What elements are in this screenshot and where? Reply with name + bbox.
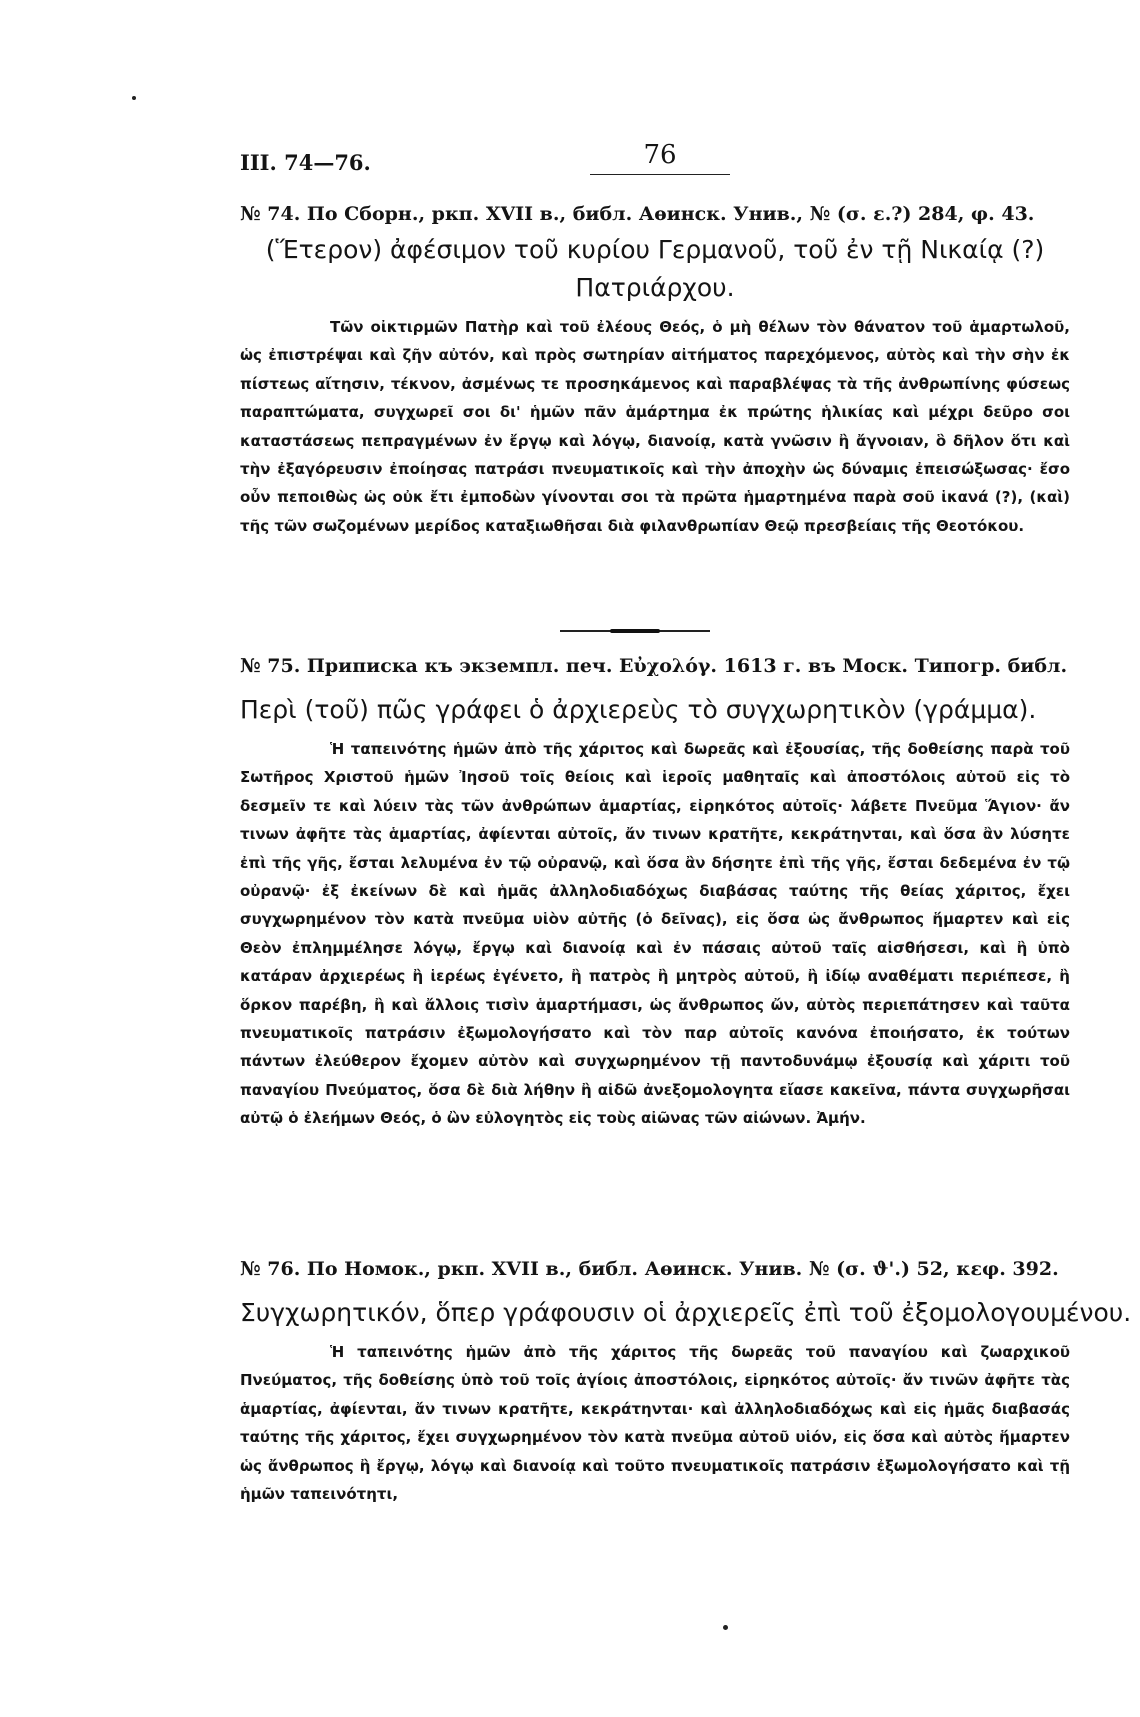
section-74-title-line1: (Ἕτερον) ἀφέσιμον τοῦ κυρίου Γερμανοῦ, τοῦ ἐν τῇ Νικαίᾳ (?) bbox=[265, 235, 1045, 264]
section-75-title: Περὶ (τοῦ) πῶς γράφει ὁ ἀρχιερεὺς τὸ συγχωρητικὸν (γράμμα). bbox=[240, 695, 1037, 724]
page-number: 76 bbox=[590, 140, 730, 175]
divider-ornament bbox=[610, 629, 660, 633]
section-76-source: № 76. По Номок., ркп. XVII в., библ. Аѳинск. Унив. № (σ. ϑ'.) 52, κεφ. 392. bbox=[240, 1258, 1059, 1280]
section-75-source: № 75. Приписка къ экземпл. печ. Εὐχολόγ. 1613 г. въ Моск. Типогр. библ. bbox=[240, 655, 1068, 677]
section-74-title-line2: Πατριάρχου. bbox=[575, 273, 735, 302]
section-74-body: Τῶν οἰκτιρμῶν Πατὴρ καὶ τοῦ ἐλέους Θεός, ὁ μὴ θέλων τὸν θάνατον τοῦ ἁμαρτωλοῦ, ὡς ἐπιστρέψαι καὶ ζῆν αὐτόν, καὶ πρὸς σωτηρίαν αἰτήματος παρεχόμενος, αὐτὸς καὶ τὴν σὴν ἐκ πίστεως αἴτησιν, τέκνον, ἀσμένως τε προσηκάμενος καὶ παραβλέψας τὰ τῆς ἀνθρωπίνης φύσεως παραπτώματα, συγχωρεῖ σοι δι' ἡμῶν πᾶν ἁμάρτημα ἐκ πρώτης ἡλικίας καὶ μέχρι δεῦρο σοι καταστάσεως πεπραγμένων ἐν ἔργῳ καὶ λόγῳ, διανοίᾳ, κατὰ γνῶσιν ἢ ἄγνοιαν, ὃ δῆλον ὅτι καὶ τὴν ἐξαγόρευσιν ἐποίησας πατράσι πνευματικοῖς καὶ τὴν ἀποχὴν ὡς δύναμις ἐπεισώξωσας· ἔσο οὖν πεποιθὼς ὡς οὐκ ἔτι ἐμποδὼν γίνονται σοι τὰ πρῶτα ἡμαρτημένα παρὰ σοῦ ἱκανά (?), (καὶ) τῆς τῶν σωζομένων μερίδος καταξιωθῆσαι διὰ φιλανθρωπίαν Θεῷ πρεσβείαις τῆς Θεοτόκου. bbox=[240, 318, 1070, 535]
section-76-body: Ἡ ταπεινότης ἡμῶν ἀπὸ τῆς χάριτος τῆς δωρεᾶς τοῦ παναγίου καὶ ζωαρχικοῦ Πνεύματος, τῆς δοθείσης ὑπὸ τοῦ τοῖς ἁγίοις ἀποστόλοις, εἰρηκότος αὐτοῖς· ἄν τινῶν ἀφῆτε τὰς ἁμαρτίας, ἀφίενται, ἄν τινων κρατῆτε, κεκράτηνται· καὶ ἀλληλοδιαδόχως καὶ εἰς ἡμᾶς διαβασάς ταύτης τῆς χάριτος, ἔχει συγχωρημένον τὸν κατὰ πνεῦμα αὐτοῦ υἱόν, εἰς ὅσα καὶ αὐτὸς ἥμαρτεν ὡς ἄνθρωπος ἢ ἔργῳ, λόγῳ καὶ διανοίᾳ καὶ τοῦτο πνευματικοῖς πατράσιν ἐξωμολογήσατο καὶ τῇ ἡμῶν ταπεινότητι, bbox=[240, 1343, 1070, 1504]
running-head: III. 74—76. bbox=[240, 150, 371, 175]
section-divider bbox=[560, 630, 710, 632]
section-76-title: Συγχωρητικόν, ὅπερ γράφουσιν οἱ ἀρχιερεῖς ἐπὶ τοῦ ἐξομολογουμένου. bbox=[240, 1298, 1132, 1327]
section-76 bbox=[240, 1258, 1132, 1508]
section-75 bbox=[240, 655, 1070, 1133]
stray-ink-dot-top bbox=[132, 96, 136, 100]
section-75-body: Ἡ ταπεινότης ἡμῶν ἀπὸ τῆς χάριτος καὶ δωρεᾶς καὶ ἐξουσίας, τῆς δοθείσης παρὰ τοῦ Σωτῆρος Χριστοῦ ἡμῶν Ἰησοῦ τοῖς θείοις καὶ ἱεροῖς μαθηταῖς καὶ ἀποστόλοις αὐτοῦ εἰς τὸ δεσμεῖν τε καὶ λύειν τὰς τῶν ἀνθρώπων ἁμαρτίας, εἰρηκότος αὐτοῖς· λάβετε Πνεῦμα Ἅγιον· ἄν τινων ἀφῆτε τὰς ἁμαρτίας, ἀφίενται αὐτοῖς, ἄν τινων κρατῆτε, κεκράτηνται, καὶ ὅσα ἂν λύσητε ἐπὶ τῆς γῆς, ἔσται λελυμένα ἐν τῷ οὐρανῷ, καὶ ὅσα ἂν δήσητε ἐπὶ τῆς γῆς, ἔσται δεδεμένα ἐν τῷ οὐρανῷ· ἐξ ἐκείνων δὲ καὶ ἡμᾶς ἀλληλοδιαδόχως διαβάσας ταύτης τῆς θείας χάριτος, ἔχει συγχωρημένον τὸν κατὰ πνεῦμα υἱὸν αὐτῆς (ὁ δεῖνας), εἰς ὅσα ὡς ἄνθρωπος ἥμαρτεν καὶ εἰς Θεὸν ἐπλημμέλησε λόγῳ, ἔργῳ καὶ διανοίᾳ καὶ ἐν πάσαις αὐτοῦ ταῖς αἰσθήσεσι, καὶ ἢ ὑπὸ κατάραν ἀρχιερέως ἢ ἱερέως ἐγένετο, ἢ πατρὸς ἢ μητρὸς αὐτοῦ, ἢ ἰδίῳ αναθέματι περιέπεσε, ἢ ὅρκον παρέβη, ἢ καὶ ἄλλοις τισὶν ἁμαρτήμασι, ὡς ἄνθρωπος ὤν, αὐτὸς περιεπάτησεν καὶ ταῦτα πνευματικοῖς πατράσιν ἐξωμολογήσατο καὶ τὸν παρ αὐτοῖς κανόνα ἐποιήσατο, ἐκ τούτων πάντων ἐλεύθερον ἔχομεν αὐτὸν καὶ συγχωρημένον τῇ παντοδυνάμῳ ἐξουσίᾳ καὶ χάριτι τοῦ παναγίου Πνεύματος, ὅσα δὲ διὰ λήθην ἢ αἰδῶ ἀνεξομολογητα εἴασε κακεῖνα, πάντα συγχωρῆσαι αὐτῷ ὁ ἐλεήμων Θεός, ὁ ὢν εὐλογητὸς εἰς τοὺς αἰῶνας τῶν αἰώνων. Ἀμήν. bbox=[240, 740, 1070, 1128]
stray-ink-dot-bottom bbox=[723, 1625, 728, 1630]
section-74 bbox=[240, 203, 1070, 540]
section-74-source: № 74. По Сборн., ркп. XVII в., библ. Аѳинск. Унив., № (σ. ε.?) 284, φ. 43. bbox=[240, 203, 1035, 225]
